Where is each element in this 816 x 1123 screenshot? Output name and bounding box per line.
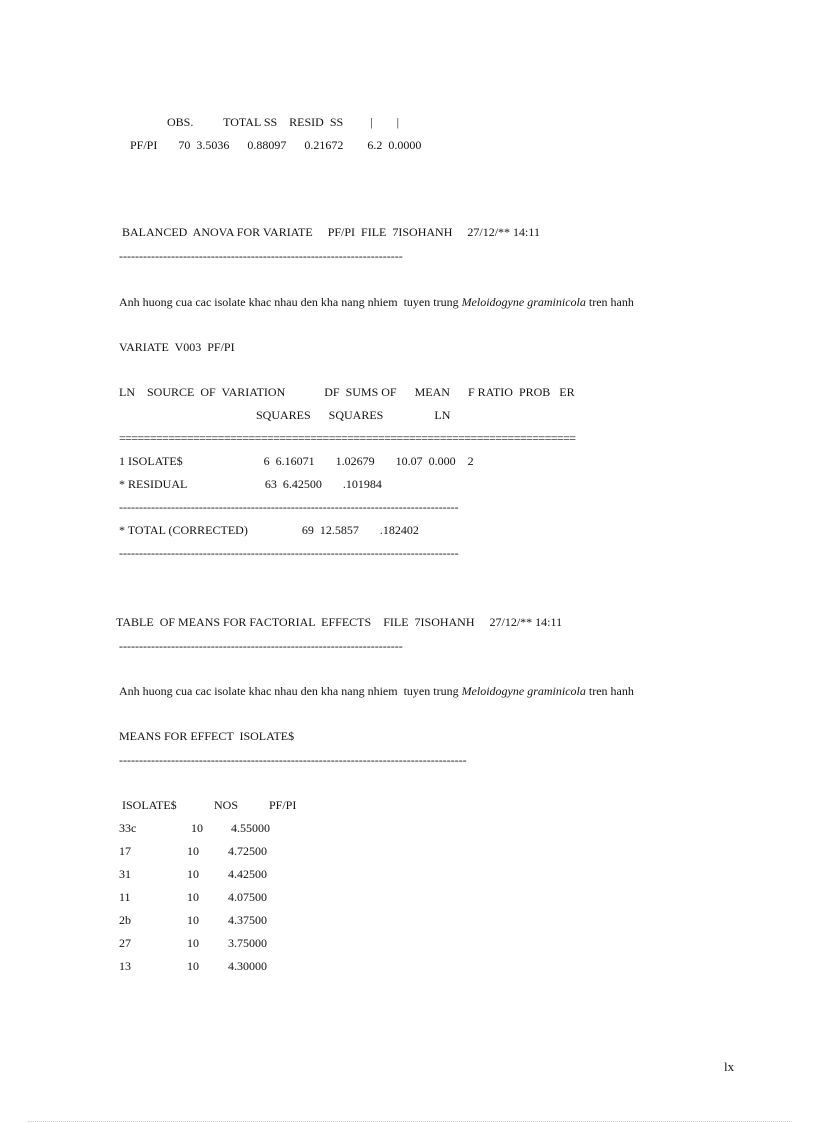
means-row-pfpi: 4.55000 [231,821,270,835]
means-row-nos: 10 [187,867,199,881]
means-description-suffix: tren hanh [585,684,634,698]
summary-values-line: PF/PI 70 3.5036 0.88097 0.21672 6.2 0.0000 [130,138,422,152]
summary-header-line: OBS. TOTAL SS RESID SS | | [167,115,399,129]
means-row-isolate: 17 [119,844,131,858]
means-description [119,684,634,698]
means-rule-1: ----------------------------------------------------------------------- [119,639,403,653]
anova-description-suffix: tren hanh [585,295,634,309]
means-row-nos: 10 [187,844,199,858]
means-title: TABLE OF MEANS FOR FACTORIAL EFFECTS FILE 7ISOHANH 27/12/** 14:11 [116,615,563,629]
means-description-species: Meloidogyne graminicola [461,684,586,698]
means-row-nos: 10 [191,821,203,835]
anova-column-header-2: SQUARES SQUARES LN [256,408,451,422]
means-row-isolate: 33c [119,821,137,835]
means-row-nos: 10 [187,936,199,950]
anova-row-residual: * RESIDUAL 63 6.42500 .101984 [119,477,382,491]
anova-rule-1: ----------------------------------------------------------------------- [119,249,403,263]
means-header-pfpi: PF/PI [269,798,297,812]
anova-description-prefix: Anh huong cua cac isolate khac nhau den kha nang nhiem tuyen trung [119,295,462,309]
anova-title: BALANCED ANOVA FOR VARIATE PF/PI FILE 7ISOHANH 27/12/** 14:11 [122,225,540,239]
anova-rule-3: ------------------------------------------------------------------------------------- [119,546,459,560]
means-row-pfpi: 4.30000 [228,959,267,973]
anova-description-species: Meloidogyne graminicola [461,295,586,309]
means-row-isolate: 2b [119,913,131,927]
means-row-pfpi: 4.37500 [228,913,267,927]
anova-row-total: * TOTAL (CORRECTED) 69 12.5857 .182402 [119,523,419,537]
means-row-pfpi: 4.42500 [228,867,267,881]
means-row-nos: 10 [187,913,199,927]
means-header-isolate: ISOLATE$ [122,798,177,812]
page-number: lx [724,1059,735,1074]
means-effect-line: MEANS FOR EFFECT ISOLATE$ [119,729,295,743]
means-row-isolate: 11 [119,890,131,904]
means-row-pfpi: 4.07500 [228,890,267,904]
means-description-prefix: Anh huong cua cac isolate khac nhau den kha nang nhiem tuyen trung [119,684,462,698]
means-rule-2: --------------------------------------------------------------------------------------- [119,753,467,767]
means-row-isolate: 27 [119,936,131,950]
means-row-nos: 10 [187,890,199,904]
anova-double-rule: ========================================================================== [119,431,576,445]
page-bottom-rule [28,1121,792,1122]
means-row-pfpi: 4.72500 [228,844,267,858]
means-row-isolate: 13 [119,959,131,973]
means-row-nos: 10 [187,959,199,973]
anova-variate-line: VARIATE V003 PF/PI [119,340,235,354]
anova-description [119,295,634,309]
means-row-isolate: 31 [119,867,131,881]
anova-rule-2: ------------------------------------------------------------------------------------- [119,500,459,514]
means-header-nos: NOS [214,798,239,812]
anova-column-header-1: LN SOURCE OF VARIATION DF SUMS OF MEAN F RATIO PROB ER [119,385,575,399]
anova-row-isolate: 1 ISOLATE$ 6 6.16071 1.02679 10.07 0.000 2 [119,454,474,468]
means-row-pfpi: 3.75000 [228,936,267,950]
